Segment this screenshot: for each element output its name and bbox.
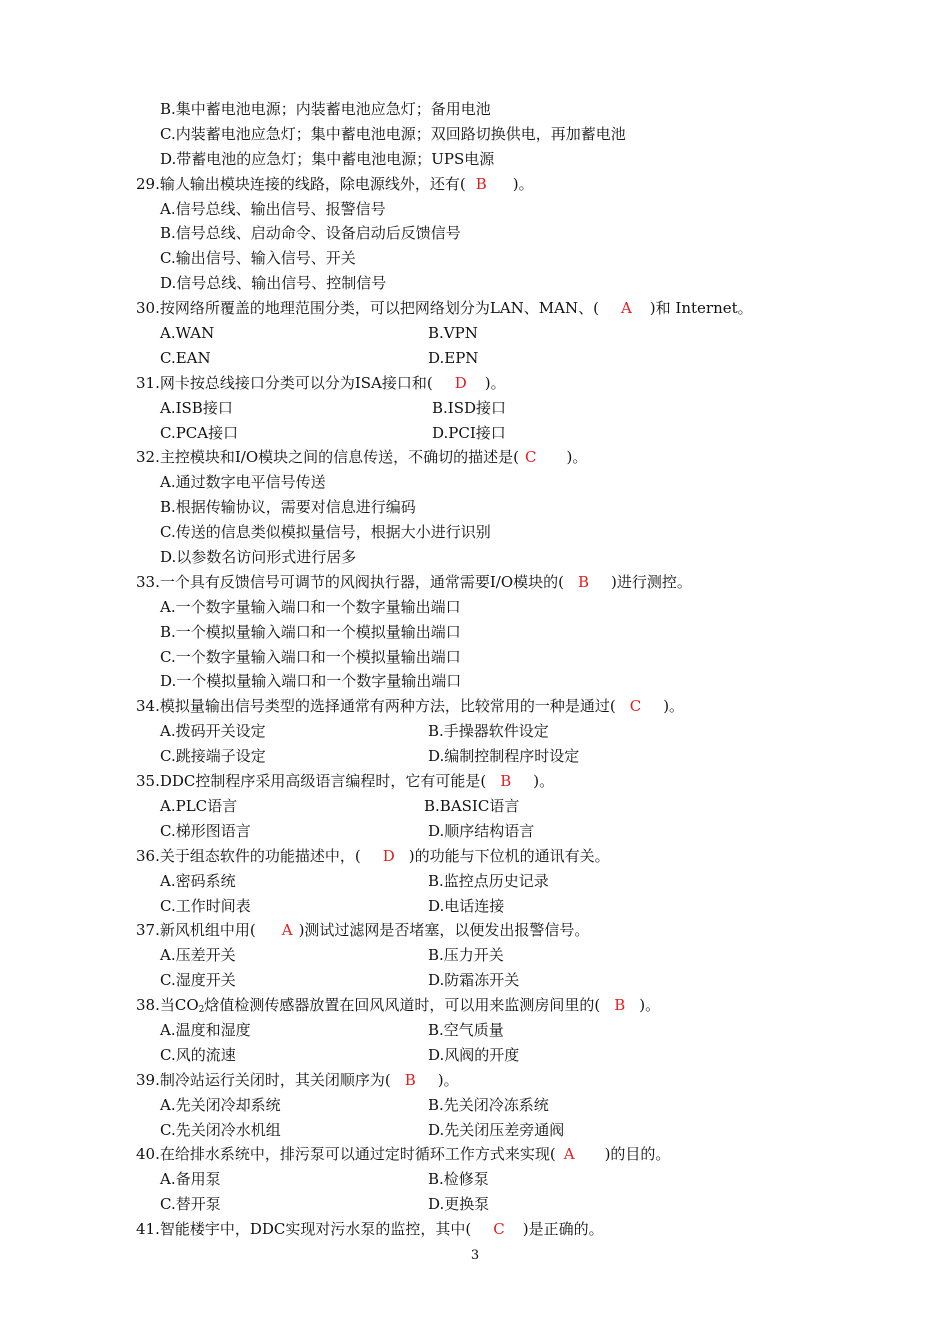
- q36-answer: D: [382, 846, 395, 865]
- q39-option-row1: A.先关闭冷却系统 B.先关闭冷冻系统: [160, 1095, 549, 1114]
- q40-option-row1: A.备用泵 B.检修泵: [160, 1170, 489, 1189]
- q29-answer: B: [475, 174, 487, 193]
- q33-option-b: B.一个模拟量输入端口和一个模拟量输出端口: [160, 622, 461, 641]
- q33-option-d: D.一个模拟量输入端口和一个数字量输出端口: [160, 672, 462, 691]
- q39-stem: 39.制冷站运行关闭时，其关闭顺序为( B )。: [136, 1070, 459, 1089]
- q31-answer: D: [454, 373, 467, 392]
- q38-stem: 38.当$CO_2$焓值检测传感器放置在回风风道时，可以用来监测房间里的( B )。: [136, 996, 661, 1016]
- q29-option-c: C.输出信号、输入信号、开关: [160, 249, 356, 268]
- q40-stem: 40.在给排水系统中，排污泵可以通过定时循环工作方式来实现( A )的目的。: [136, 1145, 671, 1164]
- q28-option-c: C.内装蓄电池应急灯；集中蓄电池电源；双回路切换供电，再加蓄电池: [160, 124, 626, 143]
- q30-answer: A: [620, 299, 632, 318]
- q38-option-row2: C.风的流速 D.风阀的开度: [160, 1045, 520, 1064]
- q32-option-a: A.通过数字电平信号传送: [160, 473, 326, 492]
- q34-option-row1: A.拨码开关设定 B.手操器软件设定: [160, 722, 549, 741]
- q29-option-d: D.信号总线、输出信号、控制信号: [160, 274, 387, 293]
- q32-stem: 32.主控模块和I/O模块之间的信息传送，不确切的描述是( C )。: [136, 448, 588, 467]
- q28-option-b: B.集中蓄电池电源；内装蓄电池应急灯；备用电池: [160, 100, 491, 118]
- q35-option-row1: A.PLC语言 B.BASIC语言: [160, 796, 520, 815]
- q31-stem: 31.网卡按总线接口分类可以分为ISA接口和( D )。: [136, 373, 506, 392]
- q36-stem: 36.关于组态软件的功能描述中，( D )的功能与下位机的通讯有关。: [136, 846, 610, 865]
- q41-answer: C: [493, 1220, 505, 1239]
- q40-option-row2: C.替开泵 D.更换泵: [160, 1195, 490, 1214]
- q33-stem: 33.一个具有反馈信号可调节的风阀执行器，通常需要I/O模块的( B )进行测控。: [136, 572, 692, 591]
- q37-stem: 37.新风机组中用( A )测试过滤网是否堵塞，以便发出报警信号。: [136, 921, 590, 940]
- q29-option-b: B.信号总线、启动命令、设备启动后反馈信号: [160, 224, 461, 243]
- q33-answer: B: [578, 572, 590, 591]
- q38-answer: B: [614, 996, 626, 1015]
- question-list: [136, 97, 836, 1242]
- q37-option-row1: A.压差开关 B.压力开关: [160, 946, 504, 965]
- q32-option-c: C.传送的信息类似模拟量信号，根据大小进行识别: [160, 523, 491, 542]
- q39-answer: B: [404, 1070, 416, 1089]
- q36-option-row1: A.密码系统 B.监控点历史记录: [160, 871, 549, 890]
- q35-option-row2: C.梯形图语言 D.顺序结构语言: [160, 821, 535, 840]
- q30-option-row2: C.EAN D.EPN: [160, 348, 479, 367]
- q30-stem: 30.按网络所覆盖的地理范围分类，可以把网络划分为LAN、MAN、( A )和 Internet。: [136, 299, 753, 318]
- q31-option-row1: A.ISB接口 B.ISD接口: [160, 398, 507, 417]
- page-number: 3: [470, 1248, 480, 1263]
- q37-answer: A: [281, 921, 293, 940]
- q40-answer: A: [563, 1145, 575, 1164]
- q34-option-row2: C.跳接端子设定 D.编制控制程序时设定: [160, 747, 580, 766]
- q33-option-c: C.一个数字量输入端口和一个模拟量输出端口: [160, 647, 461, 666]
- q38-option-row1: A.温度和湿度 B.空气质量: [160, 1020, 504, 1039]
- q36-option-row2: C.工作时间表 D.电话连接: [160, 896, 505, 915]
- q29-stem: 29.输人输出模块连接的线路，除电源线外，还有( B )。: [136, 174, 534, 193]
- q35-stem: 35.DDC控制程序采用高级语言编程时，它有可能是( B )。: [136, 772, 555, 791]
- q41-stem: 41.智能楼宇中，DDC实现对污水泵的监控，其中( C )是正确的。: [136, 1220, 604, 1239]
- q34-stem: 34.模拟量输出信号类型的选择通常有两种方法，比较常用的一种是通过( C )。: [136, 697, 685, 716]
- q39-option-row2: C.先关闭冷水机组 D.先关闭压差旁通阀: [160, 1120, 565, 1139]
- q32-answer: C: [525, 448, 537, 467]
- q30-option-row1: A.WAN B.VPN: [160, 324, 478, 343]
- q31-option-row2: C.PCA接口 D.PCI接口: [160, 423, 506, 442]
- q32-option-d: D.以参数名访问形式进行居多: [160, 548, 357, 567]
- q33-option-a: A.一个数字量输入端口和一个数字量输出端口: [160, 597, 461, 616]
- q28-option-d: D.带蓄电池的应急灯；集中蓄电池电源；UPS电源: [160, 149, 495, 168]
- q29-option-a: A.信号总线、输出信号、报警信号: [160, 199, 386, 218]
- q32-option-b: B.根据传输协议，需要对信息进行编码: [160, 498, 416, 517]
- q34-answer: C: [629, 697, 642, 716]
- q37-option-row2: C.湿度开关 D.防霜冻开关: [160, 971, 520, 990]
- q35-answer: B: [500, 772, 512, 791]
